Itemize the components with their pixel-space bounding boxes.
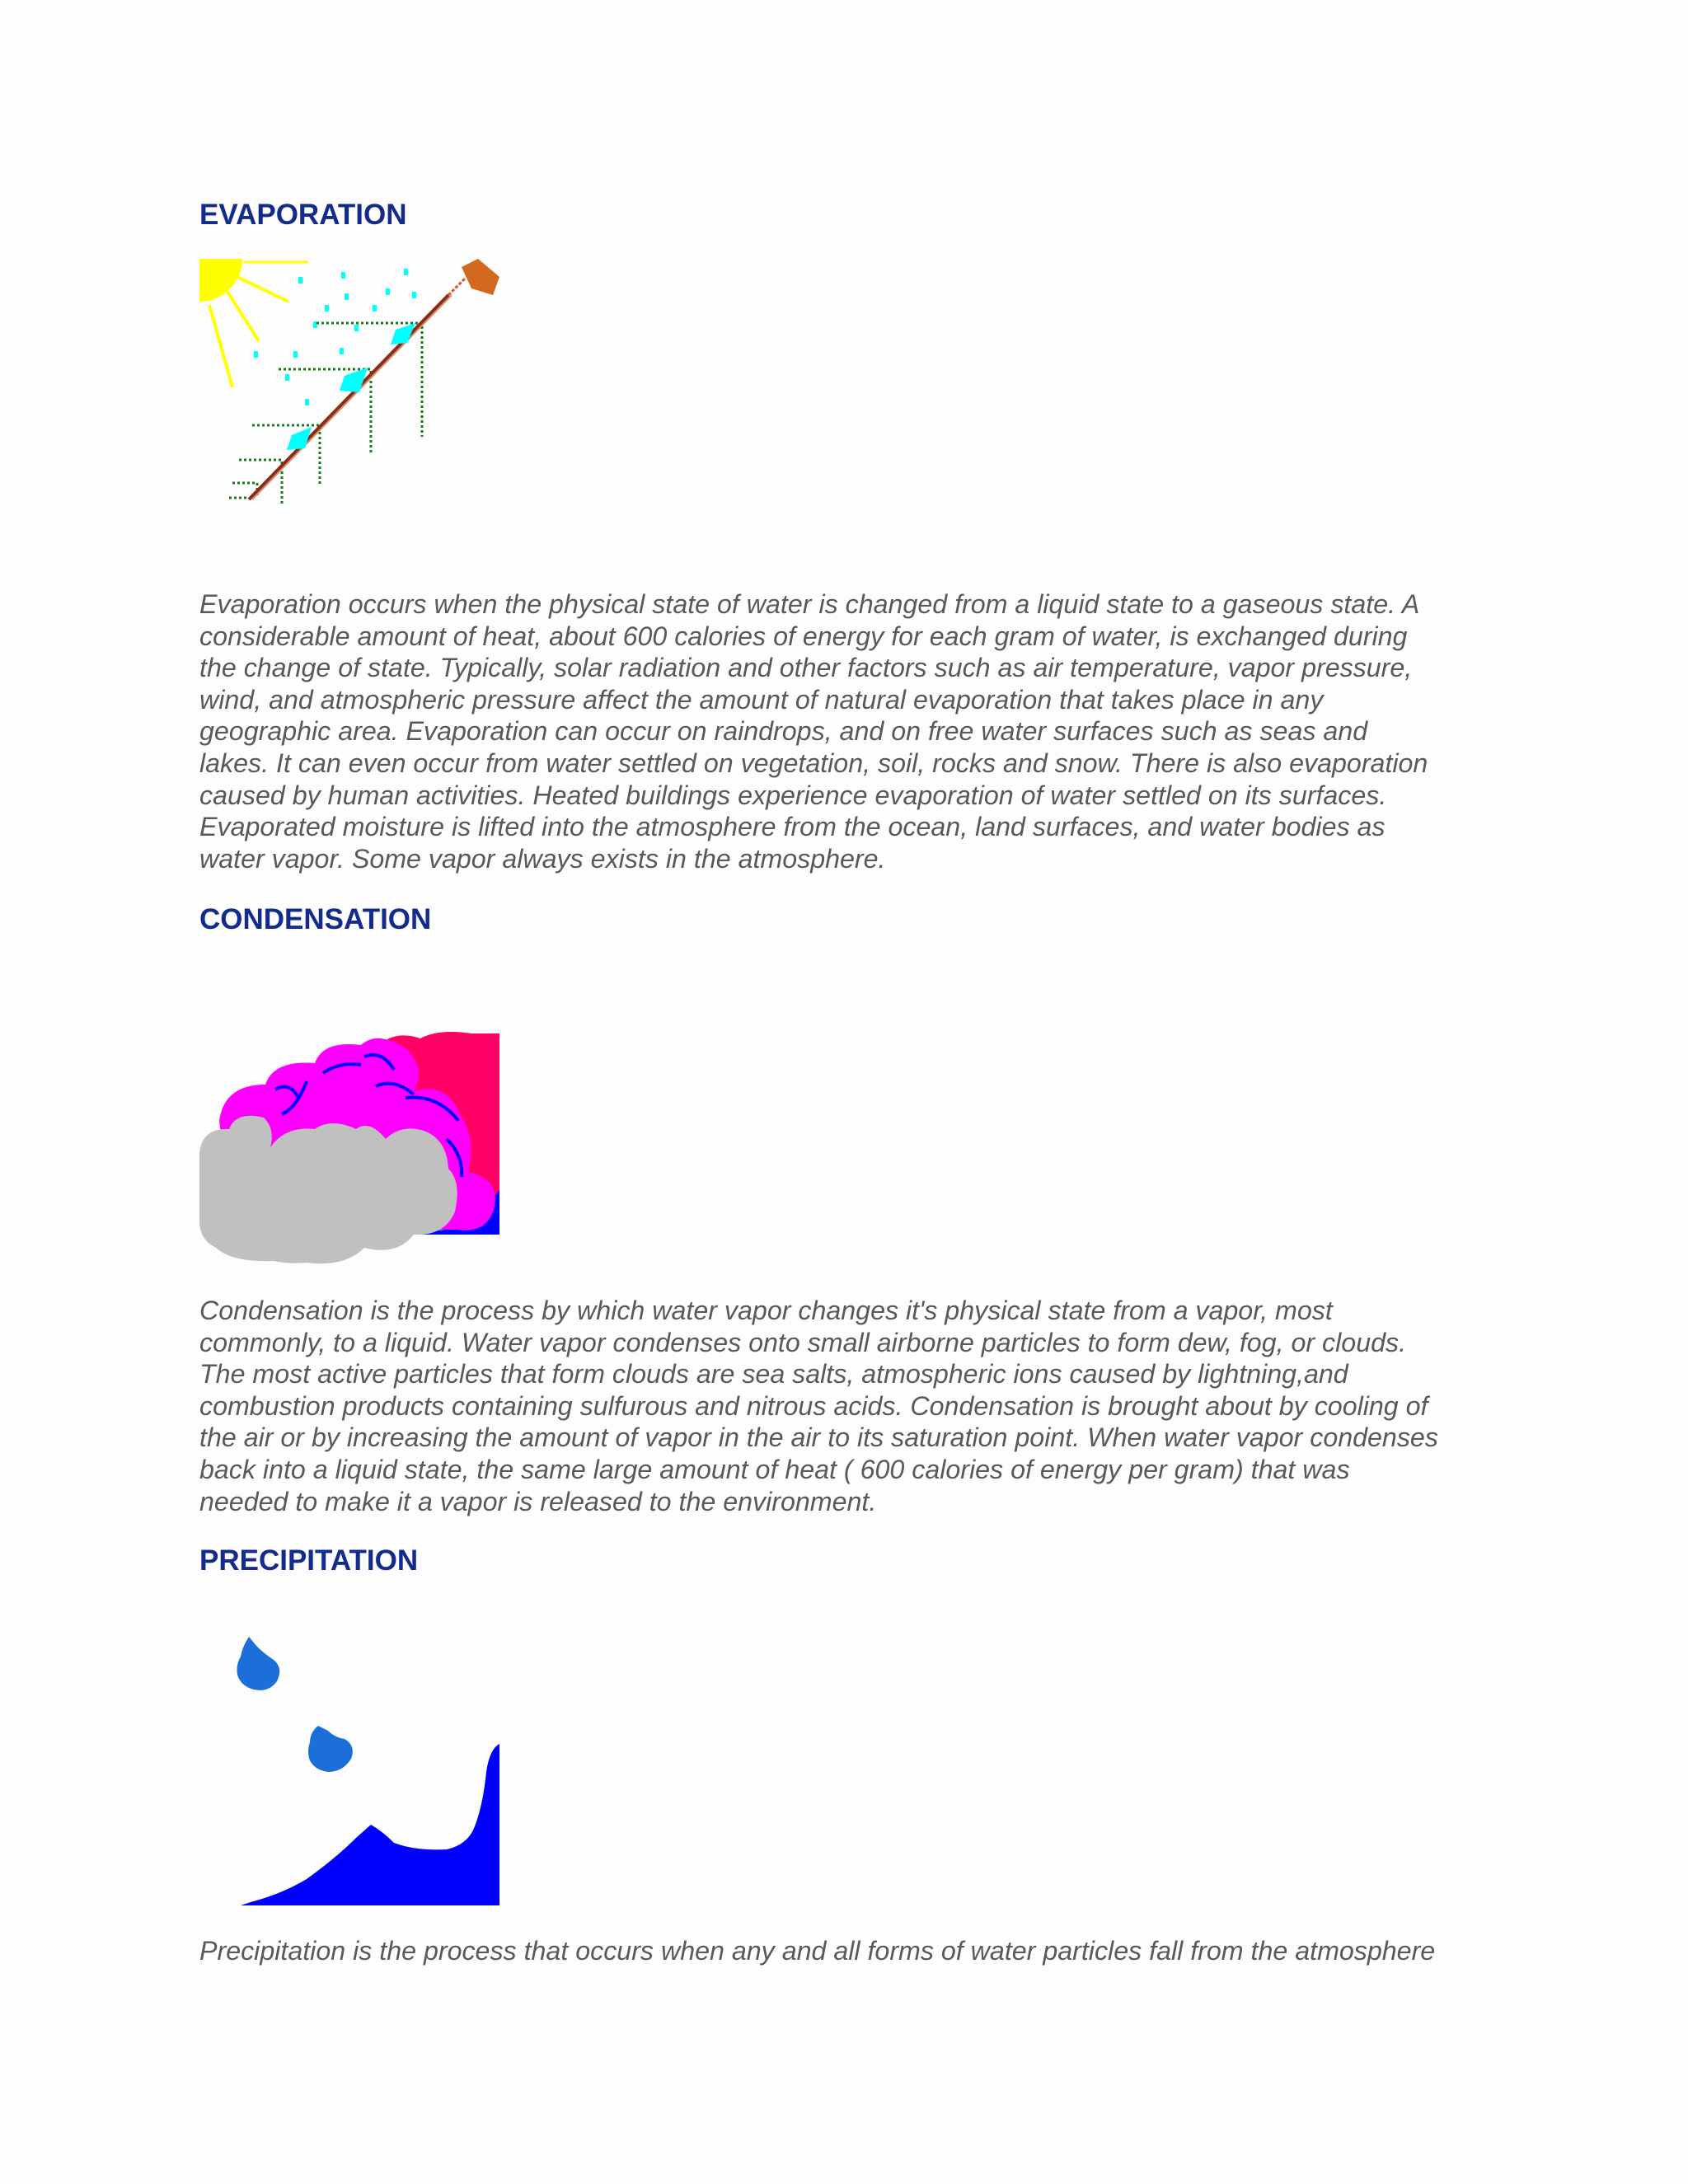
section-heading-precipitation: PRECIPITATION <box>199 1544 419 1577</box>
paragraph-line: Condensation is the process by which water vapor changes it's physical state from a vapor, most <box>199 1296 1333 1325</box>
paragraph-line: the change of state. Typically, solar radiation and other factors such as air temperature, vapor pressure, <box>199 653 1413 683</box>
paragraph-line: Evaporated moisture is lifted into the atmosphere from the ocean, land surfaces, and water bodies as <box>199 812 1386 842</box>
paragraph-line: the air or by increasing the amount of vapor in the air to its saturation point. When water vapor condenses <box>199 1422 1438 1453</box>
condensation-figure <box>199 1032 499 1268</box>
paragraph-line: Evaporation occurs when the physical state of water is changed from a liquid state to a gaseous state. A <box>199 589 1420 619</box>
paragraph-line: water vapor. Some vapor always exists in the atmosphere. <box>199 843 886 874</box>
sun-evaporation-illustration-icon <box>199 259 499 508</box>
raindrops-precipitation-illustration-icon <box>199 1635 499 1907</box>
paragraph-line: combustion products containing sulfurous and nitrous acids. Condensation is brought about by cooling of <box>199 1390 1428 1421</box>
paragraph-line: lakes. It can even occur from water settled on vegetation, soil, rocks and snow. There is also evaporation <box>199 748 1428 778</box>
paragraph-line: back into a liquid state, the same large amount of heat ( 600 calories of energy per gram) that was <box>199 1454 1350 1484</box>
paragraph-line: The most active particles that form clouds are sea salts, atmospheric ions caused by lightning,and <box>199 1359 1348 1390</box>
paragraph-line: caused by human activities. Heated buildings experience evaporation of water settled on its surfaces. <box>199 780 1387 810</box>
precipitation-figure <box>199 1635 499 1907</box>
paragraph-line: commonly, to a liquid. Water vapor condenses onto small airborne particles to form dew, fog, or clouds. <box>199 1327 1407 1357</box>
section-heading-evaporation: EVAPORATION <box>199 199 407 231</box>
cloud-condensation-illustration-icon <box>199 1032 499 1268</box>
paragraph-line: Precipitation is the process that occurs when any and all forms of water particles fall from the atmosphere <box>199 1936 1436 1966</box>
paragraph-line: considerable amount of heat, about 600 calories of energy for each gram of water, is exchanged during <box>199 621 1408 651</box>
paragraph-line: wind, and atmospheric pressure affect the amount of natural evaporation that takes place in any <box>199 684 1324 715</box>
paragraph-condensation <box>199 1295 1518 1517</box>
evaporation-figure <box>199 259 499 508</box>
section-heading-condensation: CONDENSATION <box>199 903 432 935</box>
paragraph-precipitation <box>199 1935 1518 1967</box>
paragraph-line: geographic area. Evaporation can occur on raindrops, and on free water surfaces such as seas and <box>199 716 1368 747</box>
paragraph-evaporation <box>199 588 1518 874</box>
paragraph-line: needed to make it a vapor is released to the environment. <box>199 1486 877 1516</box>
